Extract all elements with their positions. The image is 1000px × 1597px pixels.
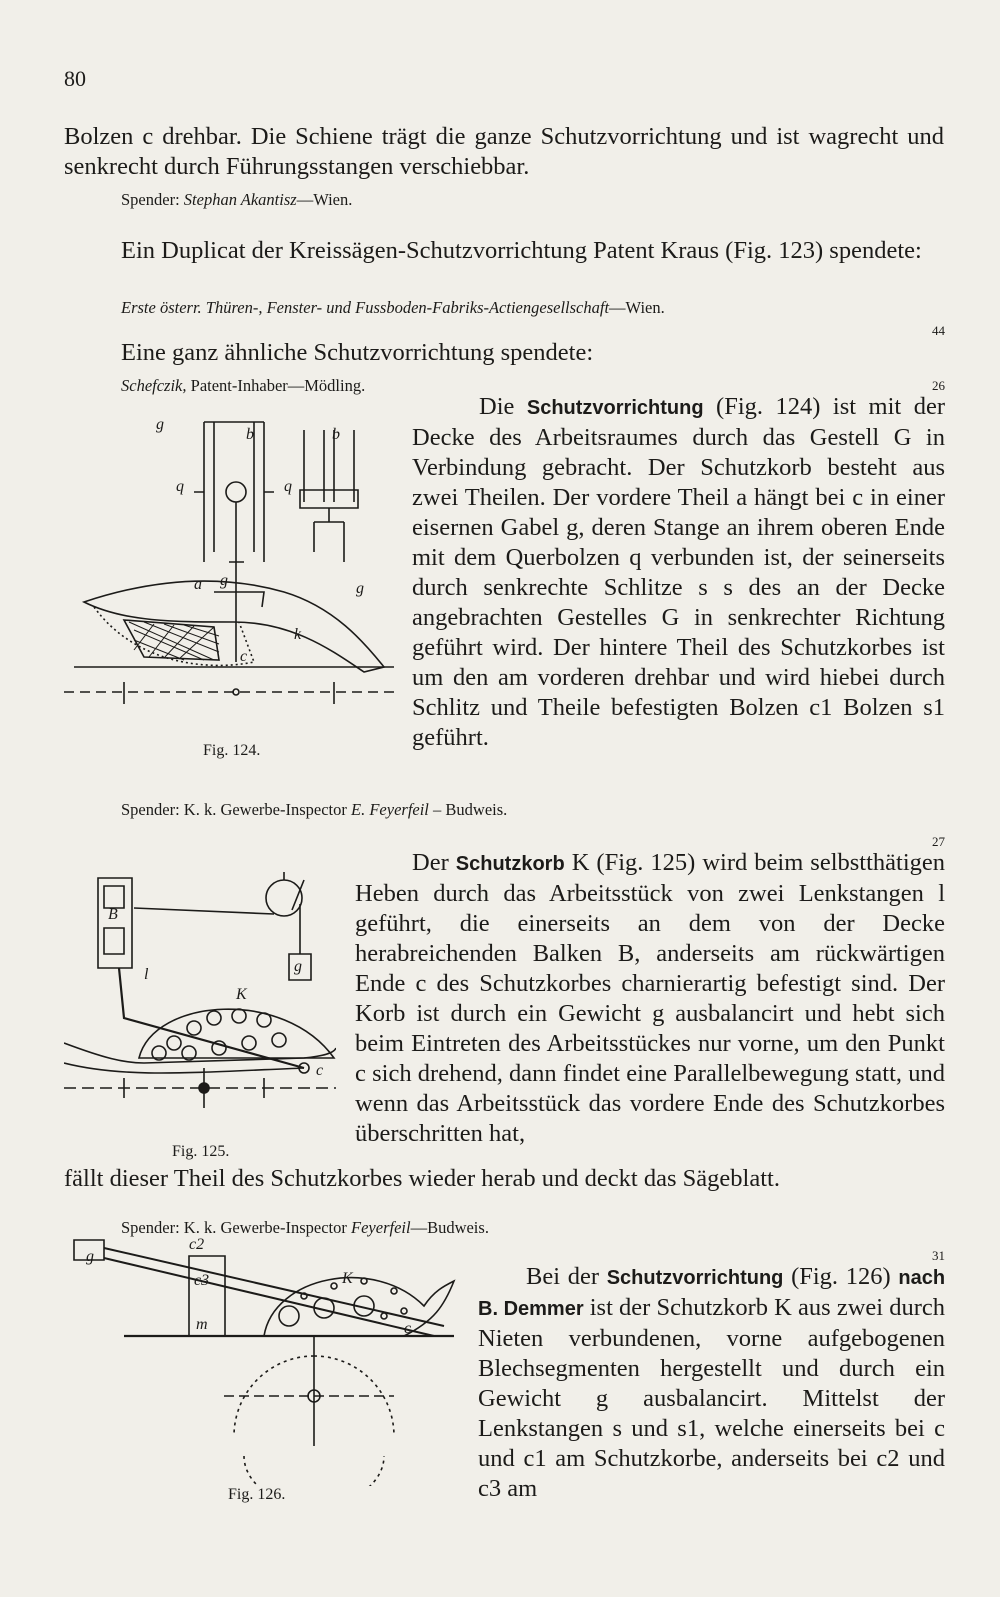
figure-125-drawing [64,868,336,1136]
fig-label: b [332,426,340,443]
section-fig125-tail: fällt dieser Theil des Schutzkorbes wieder herab und deckt das Sägeblatt. [64,1165,780,1192]
donor-name: Schefczik, [121,376,187,395]
paragraph-2: Ein Duplicat der Kreissägen-Schutzvorrichtung Patent Kraus (Fig. 123) spendete: [121,237,922,264]
page-number: 80 [64,66,86,91]
donor-line-4 [121,800,507,820]
donor-prefix: Spender: K. k. Gewerbe-Inspector [121,1218,347,1237]
section-fig125-text: Der Schutzkorb K (Fig. 125) wird beim selbstthätigen Heben durch das Arbeitsstück von zwei Lenkstangen l geführt, die einerseits an dem von der Decke herabreichenden Balken B, anderseits am rückwärtigen Ende c des Schutzkorbes charnierartig befestigt sind. Der Korb ist durch ein Gewicht g ausbalancirt und hebt sich beim Eintreten des Arbeitsstückes nur vorne, um den Punkt c sich drehend, dann findet eine Parallelbewegung statt, und wenn das Arbeitsstück das vordere Ende des Schutzkorbes überschritten hat, [355,849,946,1147]
donor-name: Feyerfeil [351,1218,411,1237]
fig-label: m [196,1316,208,1333]
fig-label: K [236,986,247,1003]
donor-line-3 [121,376,365,396]
fig-label: c2 [189,1236,205,1253]
figure-125 [64,868,336,1136]
fig-label: c [240,648,248,665]
figure-124-drawing [64,412,394,732]
fig-label: c [316,1062,324,1079]
margin-number-26: 26 [932,378,945,393]
fig-label: l [144,966,149,983]
fig-label: g [220,572,228,589]
donor-place: Patent-Inhaber—Mödling. [190,376,366,395]
fig-label: g [156,416,164,433]
bold-term: nach B. Demmer [478,1267,946,1320]
margin-number-27: 27 [932,834,945,849]
donor-name: Erste österr. Thüren-, Fenster- und Fussboden-Fabriks-Actiengesellschaft [121,298,610,317]
donor-line-2 [121,298,665,318]
section-fig126-text: Bei der Schutzvorrichtung (Fig. 126) nach B. Demmer ist der Schutzkorb K aus zwei durch Nieten verbundenen, vorne aufgebogenen Blechsegmenten hergestellt und durch ein Gewicht g ausbalancirt. Mittelst der Lenkstangen s und s1, welche einerseits bei c und c1 am Schutzkorbe, anderseits bei c2 und c3 am [478,1263,946,1502]
donor-name: Stephan Akantisz [183,190,297,209]
fig-label: B [108,906,118,923]
fig126-caption: Fig. 126. [228,1486,286,1503]
fig-label: g [86,1248,94,1265]
fig-label: a [194,576,202,593]
donor-prefix: Spender: [121,190,180,209]
bold-term: Schutzkorb [455,853,565,875]
section-fig124-text: Die Schutzvorrichtung (Fig. 124) ist mit der Decke des Arbeitsraumes durch das Gestell G in Verbindung gebracht. Der Schutzkorb besteht aus zwei Theilen. Der vordere Theil a hängt bei c in einer eisernen Gabel g, deren Stange an ihrem oberen Ende mit dem Querbolzen q verbunden ist, der seinerseits durch senkrechte Schlitze s s des an der Decke angebrachten Gestelles G in senkrechter Richtung geführt wird. Der hintere Theil des Schutzkorbes ist um den am vorderen drehbar und wird hiebei durch Schlitz und Theile befestigten Bolzen c1 Bolzen s1 geführt. [412,393,946,751]
fig-label: g [294,958,302,975]
paragraph-1: Bolzen c drehbar. Die Schiene trägt die ganze Schutzvorrichtung und ist wagrecht und senkrecht durch Führungsstangen verschiebbar. [64,123,944,180]
margin-number-31: 31 [932,1248,945,1263]
donor-place: —Wien. [296,190,353,209]
donor-place: —Wien. [609,298,665,317]
donor-line-1 [121,190,352,210]
fig125-caption: Fig. 125. [172,1143,230,1160]
fig-label: k [294,626,302,643]
donor-place: – Budweis. [433,800,508,819]
donor-place: —Budweis. [410,1218,489,1237]
donor-line-5 [121,1218,489,1238]
fig-label: c [404,1320,412,1337]
fig-label: q [284,478,292,495]
fig-label: g [356,580,364,597]
fig124-caption: Fig. 124. [203,742,261,759]
donor-prefix: Spender: K. k. Gewerbe-Inspector [121,800,347,819]
figure-126-drawing [64,1236,464,1486]
figure-124 [64,412,394,732]
margin-number-44: 44 [932,323,945,338]
paragraph-3: Eine ganz ähnliche Schutzvorrichtung spendete: [121,339,594,366]
figure-126 [64,1236,464,1486]
fig-label: K [342,1270,353,1287]
fig-label: b [246,426,254,443]
donor-name: E. Feyerfeil [351,800,429,819]
fig-label: c3 [194,1272,210,1289]
bold-term: Schutzvorrichtung [526,397,704,419]
bold-term: Schutzvorrichtung [606,1267,784,1289]
fig-label: q [176,478,184,495]
